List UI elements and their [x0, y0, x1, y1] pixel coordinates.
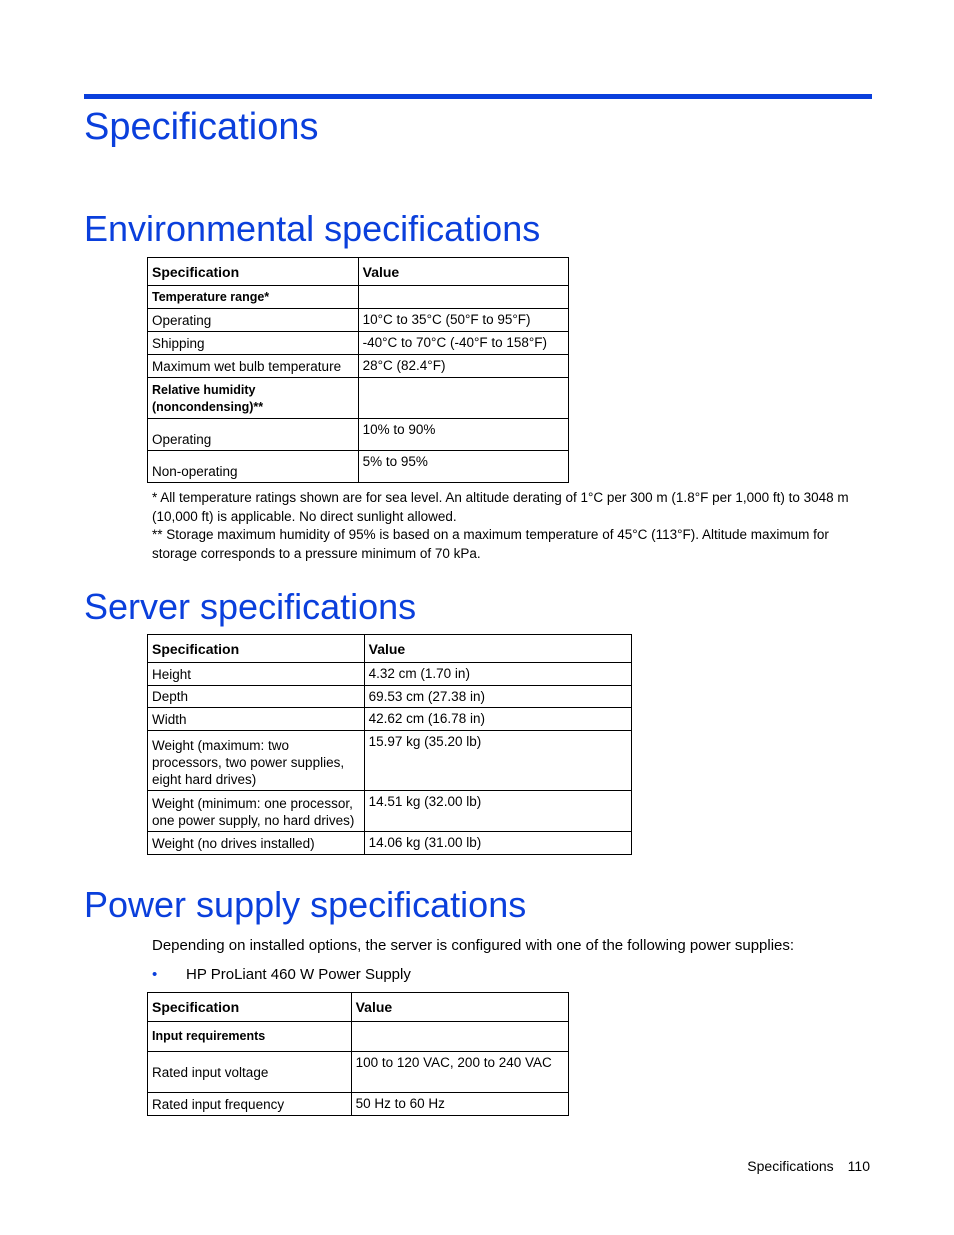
table-header: Specification: [148, 993, 352, 1022]
table-row: [148, 708, 632, 731]
title-rule: [84, 94, 872, 99]
row-label: Weight (no drives installed): [148, 832, 365, 855]
table-row: [148, 731, 632, 791]
row-label: Weight (minimum: one processor, one power supply, no hard drives): [148, 791, 365, 832]
row-value: 5% to 95%: [358, 451, 568, 483]
table-row: [148, 1052, 569, 1093]
table-row: [148, 686, 632, 708]
row-label: Temperature range*: [148, 286, 359, 309]
table-row: [148, 1022, 569, 1052]
power-table: [147, 992, 569, 1116]
row-label: Rated input frequency: [148, 1093, 352, 1116]
row-label: Width: [148, 708, 365, 731]
row-label: Input requirements: [148, 1022, 352, 1052]
row-label: Depth: [148, 686, 365, 708]
table-row: [148, 1093, 569, 1116]
row-label: Maximum wet bulb temperature: [148, 355, 359, 378]
row-value: 10% to 90%: [358, 419, 568, 451]
row-value: 100 to 120 VAC, 200 to 240 VAC: [351, 1052, 568, 1093]
bullet-text: HP ProLiant 460 W Power Supply: [186, 966, 411, 983]
table-row: [148, 378, 569, 419]
row-value: 14.06 kg (31.00 lb): [364, 832, 631, 855]
row-label: Shipping: [148, 332, 359, 355]
table-header: Value: [351, 993, 568, 1022]
table-row: [148, 286, 569, 309]
page-footer: [747, 1158, 870, 1174]
server-heading: Server specifications: [84, 586, 417, 627]
row-value: 50 Hz to 60 Hz: [351, 1093, 568, 1116]
row-value: 4.32 cm (1.70 in): [364, 663, 631, 686]
row-label: Relative humidity (noncondensing)**: [148, 378, 359, 419]
row-label: Weight (maximum: two processors, two power supplies, eight hard drives): [148, 731, 365, 791]
row-label: Operating: [148, 309, 359, 332]
row-value: [358, 378, 568, 419]
page-title: Specifications: [84, 106, 319, 148]
bullet-item: [152, 966, 411, 983]
power-heading: Power supply specifications: [84, 884, 527, 925]
row-value: 15.97 kg (35.20 lb): [364, 731, 631, 791]
power-intro: Depending on installed options, the server is configured with one of the following power supplies:: [152, 937, 795, 954]
bullet-dot-icon: •: [152, 966, 158, 983]
row-label: Operating: [148, 419, 359, 451]
table-header: Specification: [148, 258, 359, 286]
table-row: [148, 791, 632, 832]
row-value: 69.53 cm (27.38 in): [364, 686, 631, 708]
server-table: [147, 634, 632, 855]
row-label: Rated input voltage: [148, 1052, 352, 1093]
environmental-table: [147, 257, 569, 483]
table-row: [148, 832, 632, 855]
row-value: -40°C to 70°C (-40°F to 158°F): [358, 332, 568, 355]
row-value: [358, 286, 568, 309]
table-row: [148, 332, 569, 355]
footnote-humidity: ** Storage maximum humidity of 95% is based on a maximum temperature of 45°C (113°F). Altitude maximum for storage corresponds to a pressure minimum of 70 kPa.: [152, 527, 829, 561]
row-label: Non-operating: [148, 451, 359, 483]
table-row: [148, 419, 569, 451]
footnote-temperature: * All temperature ratings shown are for sea level. An altitude derating of 1°C per 300 m (1.8°F per 1,000 ft) to 3048 m (10,000 ft) is applicable. No direct sunlight allowed.: [152, 490, 849, 524]
row-value: 42.62 cm (16.78 in): [364, 708, 631, 731]
row-value: [351, 1022, 568, 1052]
table-header: Value: [364, 635, 631, 663]
table-row: [148, 309, 569, 332]
row-value: 10°C to 35°C (50°F to 95°F): [358, 309, 568, 332]
table-row: [148, 451, 569, 483]
row-value: 28°C (82.4°F): [358, 355, 568, 378]
table-header: Value: [358, 258, 568, 286]
table-row: [148, 663, 632, 686]
footer-section: Specifications: [747, 1158, 834, 1174]
row-value: 14.51 kg (32.00 lb): [364, 791, 631, 832]
page-number: 110: [847, 1158, 870, 1174]
table-header: Specification: [148, 635, 365, 663]
row-label: Height: [148, 663, 365, 686]
table-row: [148, 355, 569, 378]
environmental-heading: Environmental specifications: [84, 208, 541, 249]
